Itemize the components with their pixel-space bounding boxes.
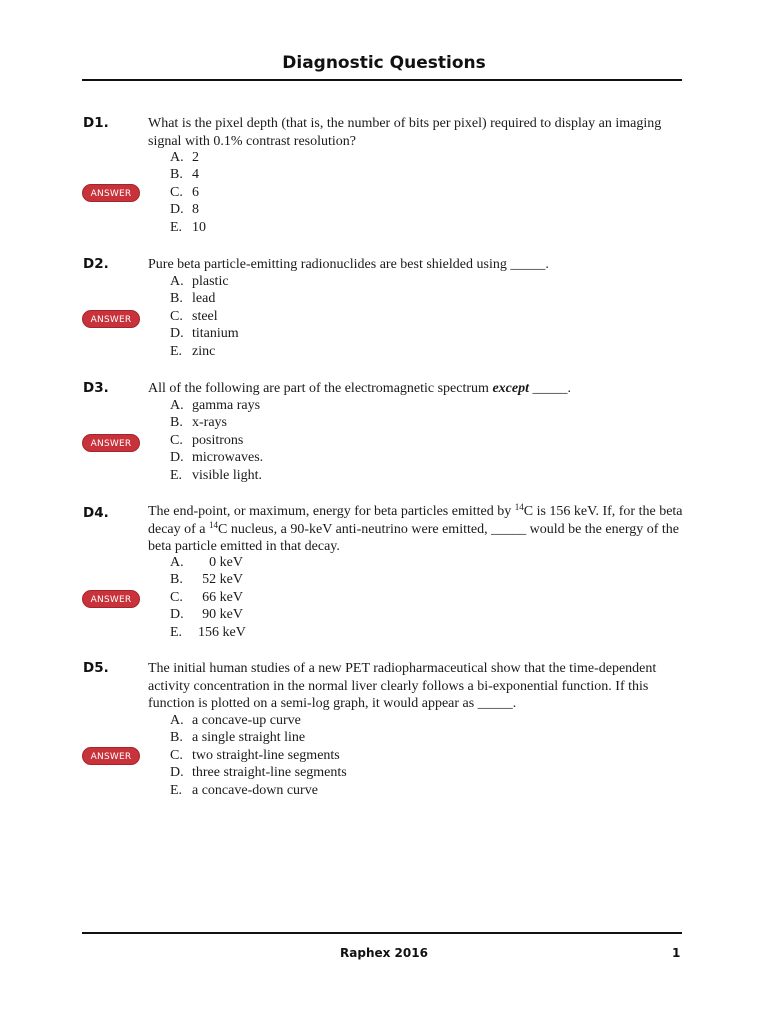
option-letter: B. xyxy=(170,291,183,307)
option-letter: D. xyxy=(170,765,184,781)
option-letter: A. xyxy=(170,398,184,413)
option-text: x-rays xyxy=(192,415,227,431)
option-letter: C. xyxy=(170,747,183,763)
option-letter: D. xyxy=(170,202,184,218)
option-letter: D. xyxy=(170,607,184,623)
option-text: a concave-down curve xyxy=(192,782,318,798)
question-emphasis: except xyxy=(492,381,529,396)
option-text: lead xyxy=(192,291,216,307)
option-letter: E. xyxy=(170,624,183,640)
option-e xyxy=(170,782,347,799)
option-letter: C. xyxy=(170,432,183,448)
option-a xyxy=(170,554,243,571)
answer-button-d2[interactable]: ANSWER xyxy=(82,310,140,328)
option-a xyxy=(170,273,239,290)
option-b xyxy=(170,166,206,183)
option-letter: B. xyxy=(170,167,183,183)
option-text: a single straight line xyxy=(192,730,306,746)
footer-divider xyxy=(82,932,682,934)
option-letter: D. xyxy=(170,450,184,466)
question-text: What is the pixel depth (that is, the number of bits per pixel) required to display an imaging signal with 0.1% contrast resolution? xyxy=(148,116,662,149)
option-list xyxy=(170,712,347,799)
option-b xyxy=(170,729,347,746)
option-d xyxy=(170,764,347,781)
option-c xyxy=(170,184,206,201)
page-title: Diagnostic Questions xyxy=(282,53,486,73)
option-e xyxy=(170,343,239,360)
question-text xyxy=(148,503,688,556)
option-c xyxy=(170,432,263,449)
option-letter: A. xyxy=(170,713,184,728)
option-text: a concave-up curve xyxy=(192,713,301,728)
option-letter: A. xyxy=(170,274,184,289)
option-list xyxy=(170,149,206,236)
option-d xyxy=(170,201,206,218)
option-e xyxy=(170,467,263,484)
option-text: 6 xyxy=(192,184,199,200)
question-text: Pure beta particle-emitting radionuclides are best shielded using _____. xyxy=(148,257,549,272)
option-text: zinc xyxy=(192,343,216,359)
option-b xyxy=(170,571,243,588)
option-list xyxy=(170,397,263,484)
question-number: D4. xyxy=(83,505,109,521)
question-text: The initial human studies of a new PET radiopharmaceutical show that the time-dependent activity concentration in the normal liver clearly follows a bi-exponential function. If this function is plotted on a semi-log graph, it would appear as _____. xyxy=(148,661,657,711)
option-text: positrons xyxy=(192,432,244,448)
option-letter: B. xyxy=(170,730,183,746)
option-c xyxy=(170,589,243,606)
option-text: 156 keV xyxy=(198,624,246,640)
option-d xyxy=(170,606,243,623)
option-text: three straight-line segments xyxy=(192,765,347,781)
header-divider xyxy=(82,79,682,81)
option-letter: D. xyxy=(170,326,184,342)
option-list xyxy=(170,273,239,360)
option-b xyxy=(170,290,239,307)
answer-button-d5[interactable]: ANSWER xyxy=(82,747,140,765)
option-a xyxy=(170,397,263,414)
option-text: 52 keV xyxy=(202,572,243,588)
option-letter: C. xyxy=(170,184,183,200)
option-b xyxy=(170,414,263,431)
question-text-part: _____. xyxy=(528,381,571,396)
question-number: D5. xyxy=(83,660,109,676)
answer-button-d4[interactable]: ANSWER xyxy=(82,590,140,608)
option-text: 66 keV xyxy=(202,589,243,605)
option-d xyxy=(170,449,263,466)
option-a xyxy=(170,149,206,166)
option-text: 4 xyxy=(192,167,199,183)
question-number: D2. xyxy=(83,256,109,272)
option-e xyxy=(170,624,246,641)
question-text xyxy=(148,380,688,398)
option-letter: A. xyxy=(170,150,184,165)
option-e xyxy=(170,219,206,236)
option-text: titanium xyxy=(192,326,239,342)
question-text-part: C nucleus, a 90-keV anti-neutrino were emitted, _____ would be the energy of the beta particle emitted in that decay. xyxy=(148,521,679,554)
answer-button-d1[interactable]: ANSWER xyxy=(82,184,140,202)
option-letter: B. xyxy=(170,572,183,588)
option-text: 0 keV xyxy=(209,555,243,570)
superscript: 14 xyxy=(209,519,219,530)
option-c xyxy=(170,308,239,325)
option-letter: E. xyxy=(170,467,183,483)
option-letter: A. xyxy=(170,555,184,570)
option-text: 90 keV xyxy=(202,607,243,623)
question-number: D1. xyxy=(83,115,109,131)
page-number: 1 xyxy=(672,946,681,960)
option-letter: B. xyxy=(170,415,183,431)
option-d xyxy=(170,325,239,342)
option-list xyxy=(170,554,246,641)
option-text: gamma rays xyxy=(192,398,261,413)
option-text: visible light. xyxy=(192,467,262,483)
option-text: plastic xyxy=(192,274,229,289)
superscript: 14 xyxy=(514,502,524,512)
question-text-part: C is 156 keV. If, for the beta decay of a xyxy=(148,504,683,537)
option-text: 2 xyxy=(192,150,199,165)
option-text: microwaves. xyxy=(192,450,264,466)
option-letter: C. xyxy=(170,308,183,324)
question-number: D3. xyxy=(83,380,109,396)
option-a xyxy=(170,712,347,729)
answer-button-d3[interactable]: ANSWER xyxy=(82,434,140,452)
option-letter: C. xyxy=(170,589,183,605)
option-text: 8 xyxy=(192,202,199,218)
question-text-part: The end-point, or maximum, energy for beta particles emitted by xyxy=(148,504,515,519)
option-letter: E. xyxy=(170,219,183,235)
option-text: 10 xyxy=(192,219,206,235)
footer-title: Raphex 2016 xyxy=(340,946,428,960)
option-letter: E. xyxy=(170,782,183,798)
option-letter: E. xyxy=(170,343,183,359)
option-c xyxy=(170,747,347,764)
option-text: steel xyxy=(192,308,218,324)
question-text-part: All of the following are part of the electromagnetic spectrum xyxy=(148,381,493,396)
option-text: two straight-line segments xyxy=(192,747,340,763)
